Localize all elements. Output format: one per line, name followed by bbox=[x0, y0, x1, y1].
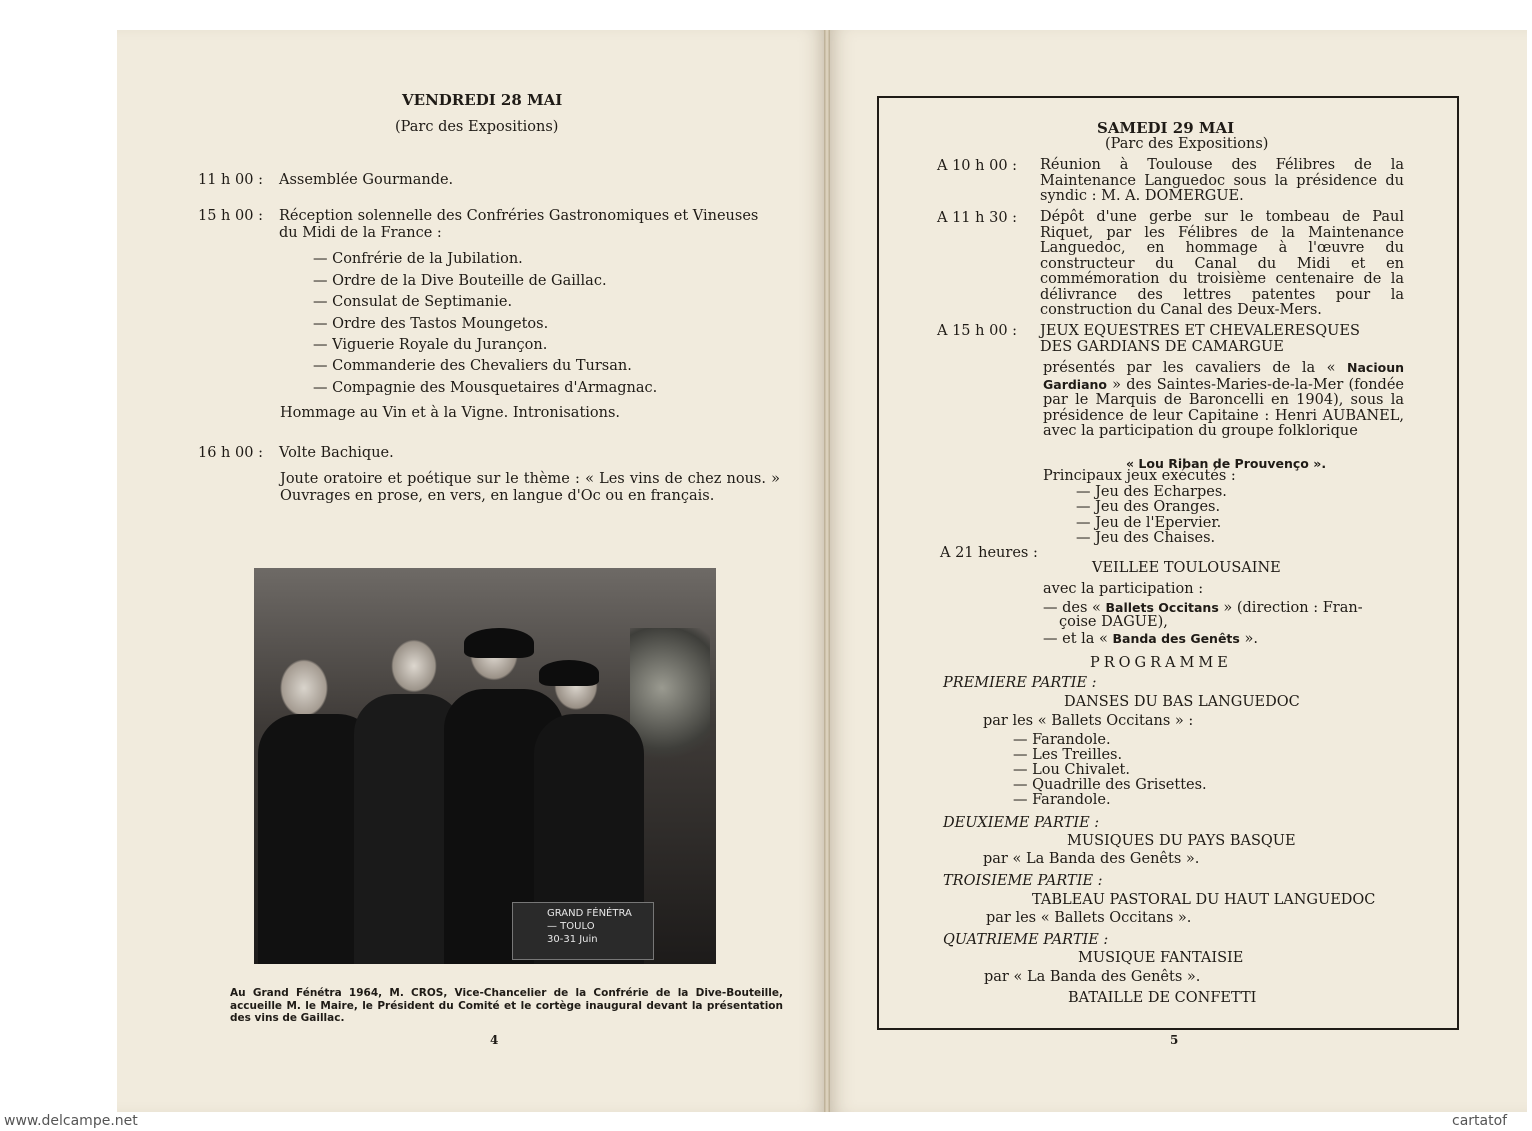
participant-ballets-line2: çoise DAGUE), bbox=[1059, 614, 1168, 630]
nacioun-label: Nacioun bbox=[1347, 360, 1404, 375]
right-page-subtitle: (Parc des Expositions) bbox=[1105, 136, 1269, 152]
avec-participation: avec la participation : bbox=[1043, 581, 1204, 597]
confrerie-item: — Commanderie des Chevaliers du Tursan. bbox=[313, 358, 632, 374]
partie-4-par: par « La Banda des Genêts ». bbox=[984, 969, 1201, 985]
partie-2-par: par « La Banda des Genêts ». bbox=[983, 851, 1200, 867]
jeu-item: — Jeu des Echarpes. bbox=[1076, 484, 1227, 500]
joute-text: Joute oratoire et poétique sur le thème : « Les vins de chez nous. » Ouvrages en prose, en vers, en langue d'Oc ou en français. bbox=[280, 471, 780, 504]
partie-1-label: PREMIERE PARTIE : bbox=[943, 675, 1097, 691]
jeu-item: — Jeu des Chaises. bbox=[1076, 530, 1216, 546]
lou-riban-label: « Lou Riban de Prouvenço ». bbox=[1126, 456, 1327, 471]
participant-banda-suffix: ». bbox=[1239, 631, 1258, 647]
confrerie-item: — Viguerie Royale du Jurançon. bbox=[313, 337, 548, 353]
page-number-left: 4 bbox=[490, 1033, 499, 1047]
left-page-subtitle: (Parc des Expositions) bbox=[395, 119, 559, 135]
time-1000: A 10 h 00 : bbox=[937, 158, 1018, 174]
participant-ballets-suffix: » (direction : Fran- bbox=[1218, 600, 1363, 616]
event-1130: Dépôt d'une gerbe sur le tombeau de Paul Riquet, par les Félibres de la Maintenance Languedoc, en hommage à l'œuvre du constructeur du Canal du Midi et en commémoration du troisième centenaire de la délivrance des lettres patentes pour la construction du Canal des Deux-Mers. bbox=[1040, 209, 1404, 318]
participant-ballets-prefix: — des « bbox=[1043, 600, 1106, 616]
partie-2-label: DEUXIEME PARTIE : bbox=[943, 815, 1100, 831]
participant-banda bbox=[1043, 630, 1258, 648]
event-1500-line1: Réception solennelle des Confréries Gastronomiques et Vineuses bbox=[279, 208, 759, 224]
partie-4-label: QUATRIEME PARTIE : bbox=[943, 932, 1109, 948]
time-1500: 15 h 00 : bbox=[198, 208, 263, 224]
programme-heading: PROGRAMME bbox=[1090, 655, 1232, 671]
jeux-desc-part1: présentés par les cavaliers de la « bbox=[1043, 360, 1348, 376]
danse-item: — Les Treilles. bbox=[1013, 747, 1123, 763]
partie-1-title: DANSES DU BAS LANGUEDOC bbox=[1064, 694, 1300, 710]
partie-2-title: MUSIQUES DU PAYS BASQUE bbox=[1067, 833, 1296, 849]
event-1000: Réunion à Toulouse des Félibres de la Maintenance Languedoc sous la présidence du syndic : M. A. DOMERGUE. bbox=[1040, 157, 1404, 204]
partie-3-label: TROISIEME PARTIE : bbox=[943, 873, 1103, 889]
partie-3-title: TABLEAU PASTORAL DU HAUT LANGUEDOC bbox=[1032, 892, 1376, 908]
watermark-left: www.delcampe.net bbox=[4, 1113, 138, 1129]
jeux-desc-part2: » des Saintes-Maries-de-la-Mer (fondée par le Marquis de Baroncelli en 1904), sous la présidence de leur Capitaine : Henri AUBANEL, avec la participation du groupe folklorique bbox=[1043, 376, 1404, 439]
confrerie-item: — Confrérie de la Jubilation. bbox=[313, 251, 523, 267]
time-1100: 11 h 00 : bbox=[198, 172, 263, 188]
danse-item: — Quadrille des Grisettes. bbox=[1013, 777, 1207, 793]
confrerie-item: — Consulat de Septimanie. bbox=[313, 294, 513, 310]
partie-3-par: par les « Ballets Occitans ». bbox=[986, 910, 1192, 926]
time-21h: A 21 heures : bbox=[940, 545, 1038, 561]
time-1130: A 11 h 30 : bbox=[937, 210, 1018, 226]
photo-sign-text: GRAND FÉNÉTRA — TOULO 30-31 Juin bbox=[547, 908, 632, 945]
event-1600: Volte Bachique. bbox=[279, 445, 394, 461]
danse-item: — Farandole. bbox=[1013, 732, 1111, 748]
page-number-right: 5 bbox=[1170, 1033, 1179, 1047]
gardiano-label: Gardiano bbox=[1043, 376, 1108, 392]
bataille-confetti: BATAILLE DE CONFETTI bbox=[1068, 990, 1257, 1006]
participant-banda-prefix: — et la « bbox=[1043, 631, 1113, 647]
veillee-title: VEILLEE TOULOUSAINE bbox=[1092, 560, 1281, 576]
watermark-right: cartatof bbox=[1452, 1113, 1508, 1129]
confrerie-item: — Ordre des Tastos Moungetos. bbox=[313, 316, 549, 332]
hommage-text: Hommage au Vin et à la Vigne. Intronisations. bbox=[280, 405, 621, 421]
jeu-item: — Jeu des Oranges. bbox=[1076, 499, 1221, 515]
time-1600: 16 h 00 : bbox=[198, 445, 263, 461]
jeux-title-line2: DES GARDIANS DE CAMARGUE bbox=[1040, 339, 1284, 355]
confrerie-item: — Ordre de la Dive Bouteille de Gaillac. bbox=[313, 273, 607, 289]
principaux-jeux: Principaux jeux exécutés : bbox=[1043, 468, 1236, 484]
photo-caption: Au Grand Fénétra 1964, M. CROS, Vice-Chancelier de la Confrérie de la Dive-Bouteille, accueille M. le Maire, le Président du Comité et le cortège inaugural devant la présentation des vins de Gaillac. bbox=[230, 987, 783, 1024]
event-1500-line2: du Midi de la France : bbox=[279, 225, 442, 241]
danse-item: — Farandole. bbox=[1013, 792, 1111, 808]
event-photo bbox=[254, 568, 716, 964]
banda-genets-label: Banda des Genêts bbox=[1112, 631, 1240, 646]
left-page-title: VENDREDI 28 MAI bbox=[402, 91, 563, 109]
partie-1-par: par les « Ballets Occitans » : bbox=[983, 713, 1194, 729]
jeux-title-line1: JEUX EQUESTRES ET CHEVALERESQUES bbox=[1040, 323, 1360, 339]
right-page-title: SAMEDI 29 MAI bbox=[1097, 119, 1235, 137]
jeu-item: — Jeu de l'Epervier. bbox=[1076, 515, 1222, 531]
partie-4-title: MUSIQUE FANTAISIE bbox=[1078, 950, 1244, 966]
time-1500-sat: A 15 h 00 : bbox=[937, 323, 1018, 339]
event-1100: Assemblée Gourmande. bbox=[279, 172, 454, 188]
confrerie-item: — Compagnie des Mousquetaires d'Armagnac. bbox=[313, 380, 658, 396]
photo-sign bbox=[512, 902, 654, 960]
jeux-description bbox=[1043, 360, 1404, 440]
book-gutter bbox=[824, 30, 830, 1112]
ballets-occitans-label: Ballets Occitans bbox=[1105, 600, 1219, 615]
danse-item: — Lou Chivalet. bbox=[1013, 762, 1130, 778]
